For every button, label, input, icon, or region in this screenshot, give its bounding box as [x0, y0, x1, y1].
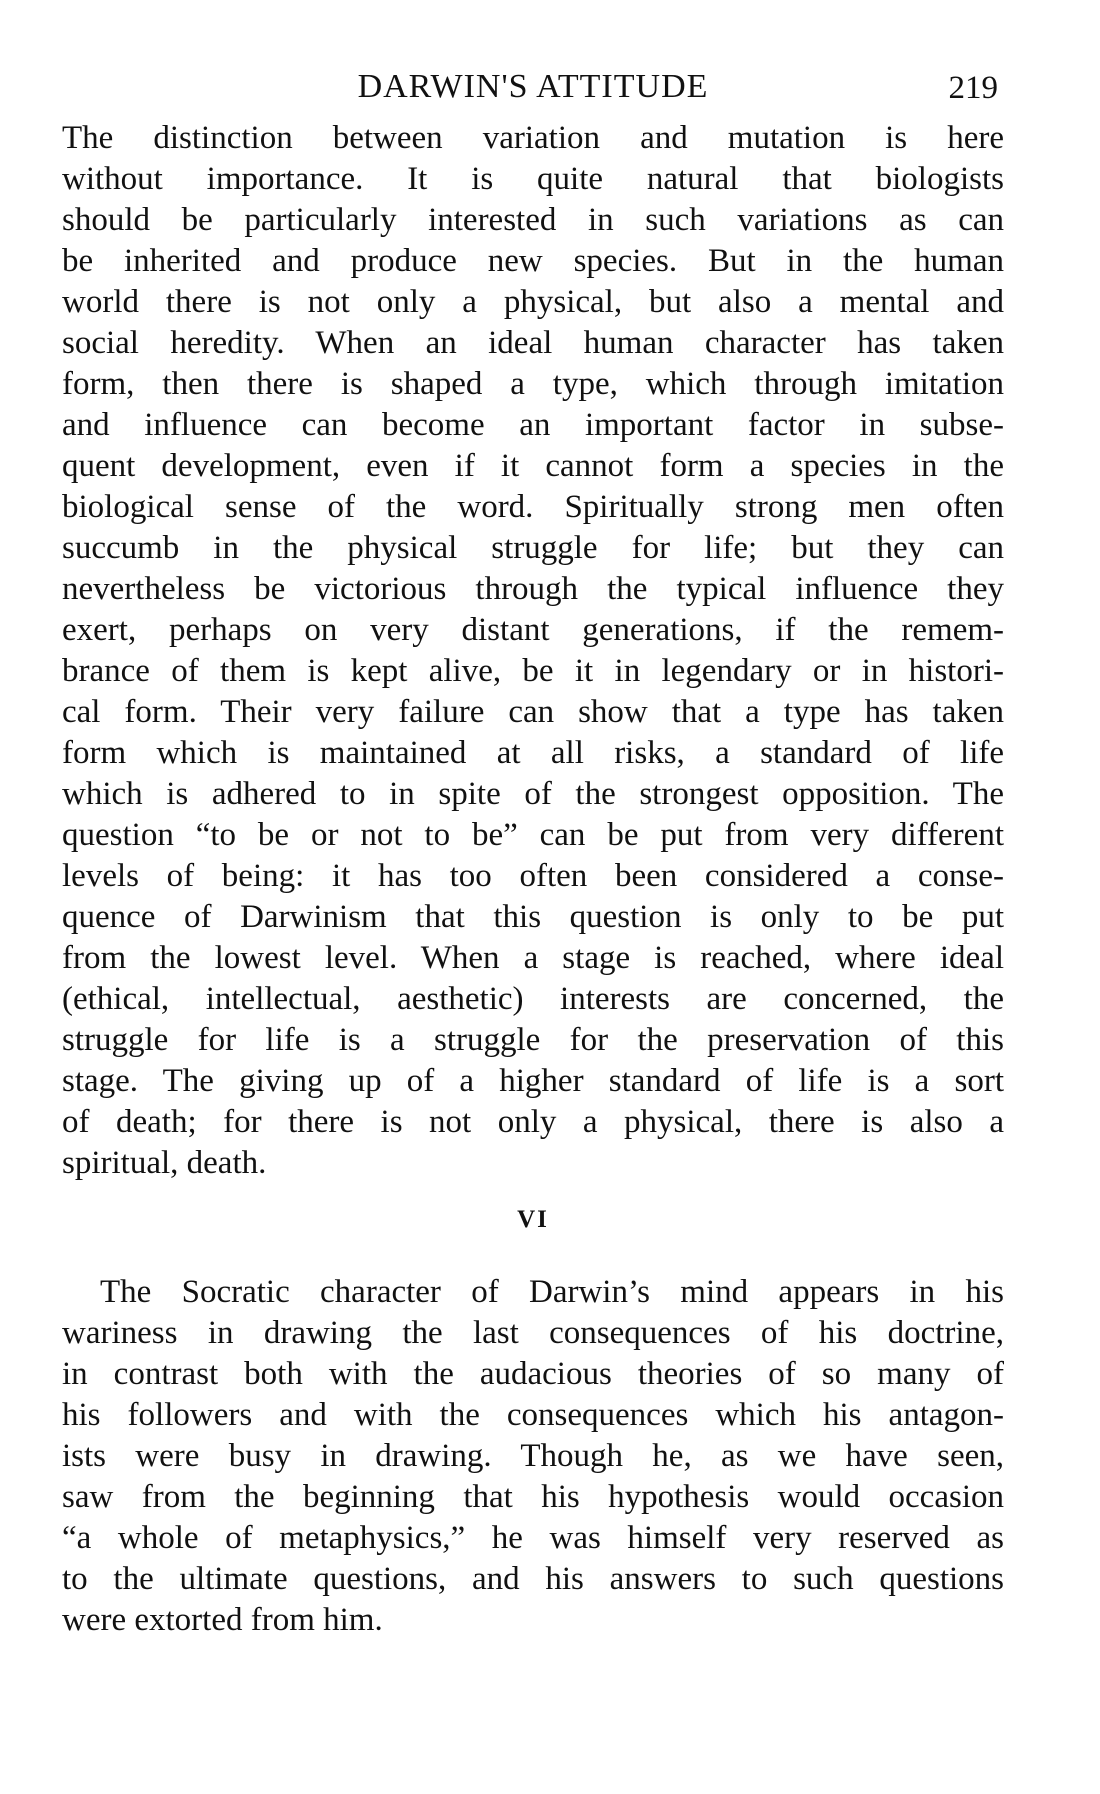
text-line: form which is maintained at all risks, a standard of life [62, 735, 1004, 771]
text-line: “a whole of metaphysics,” he was himself very reserved as [62, 1520, 1004, 1556]
text-line: struggle for life is a struggle for the preservation of this [62, 1022, 1004, 1058]
text-line: and influence can become an important factor in subse- [62, 407, 1004, 443]
text-line: should be particularly interested in such variations as can [62, 202, 1004, 238]
text-line: question “to be or not to be” can be put from very different [62, 817, 1004, 853]
text-line: his followers and with the consequences which his antagon- [62, 1397, 1004, 1433]
text-line: levels of being: it has too often been considered a conse- [62, 858, 1004, 894]
text-line: brance of them is kept alive, be it in legendary or in histori- [62, 653, 1004, 689]
text-line: (ethical, intellectual, aesthetic) interests are concerned, the [62, 981, 1004, 1017]
text-line: spiritual, death. [62, 1145, 267, 1181]
text-line: in contrast both with the audacious theories of so many of [62, 1356, 1004, 1392]
text-line: world there is not only a physical, but also a mental and [62, 284, 1004, 320]
running-title: DARWIN'S ATTITUDE [357, 68, 709, 105]
section-number: VI [517, 1206, 549, 1233]
text-line: were extorted from him. [62, 1602, 383, 1638]
text-line: cal form. Their very failure can show that a type has taken [62, 694, 1004, 730]
text-line: form, then there is shaped a type, which through imitation [62, 366, 1004, 402]
running-head [62, 62, 1004, 118]
text-line: to the ultimate questions, and his answers to such questions [62, 1561, 1004, 1597]
text-line: which is adhered to in spite of the strongest opposition. The [62, 776, 1004, 812]
text-line: from the lowest level. When a stage is reached, where ideal [62, 940, 1004, 976]
text-line: of death; for there is not only a physical, there is also a [62, 1104, 1004, 1140]
text-line: The Socratic character of Darwin’s mind appears in his [100, 1274, 1004, 1310]
page-number: 219 [948, 70, 998, 106]
text-line: saw from the beginning that his hypothesis would occasion [62, 1479, 1004, 1515]
text-line: exert, perhaps on very distant generations, if the remem- [62, 612, 1004, 648]
text-line: stage. The giving up of a higher standard of life is a sort [62, 1063, 1004, 1099]
text-line: The distinction between variation and mutation is here [62, 120, 1004, 156]
text-line: be inherited and produce new species. But in the human [62, 243, 1004, 279]
text-line: quence of Darwinism that this question is only to be put [62, 899, 1004, 935]
text-line: wariness in drawing the last consequences of his doctrine, [62, 1315, 1004, 1351]
text-line: biological sense of the word. Spiritually strong men often [62, 489, 1004, 525]
text-line: social heredity. When an ideal human character has taken [62, 325, 1004, 361]
paragraph-1 [62, 118, 1004, 1184]
text-line: quent development, even if it cannot form a species in the [62, 448, 1004, 484]
paragraph-2 [62, 1272, 1004, 1641]
text-line: ists were busy in drawing. Though he, as we have seen, [62, 1438, 1004, 1474]
text-line: without importance. It is quite natural that biologists [62, 161, 1004, 197]
text-line: succumb in the physical struggle for life; but they can [62, 530, 1004, 566]
text-line: nevertheless be victorious through the typical influence they [62, 571, 1004, 607]
book-page [62, 62, 1004, 1641]
